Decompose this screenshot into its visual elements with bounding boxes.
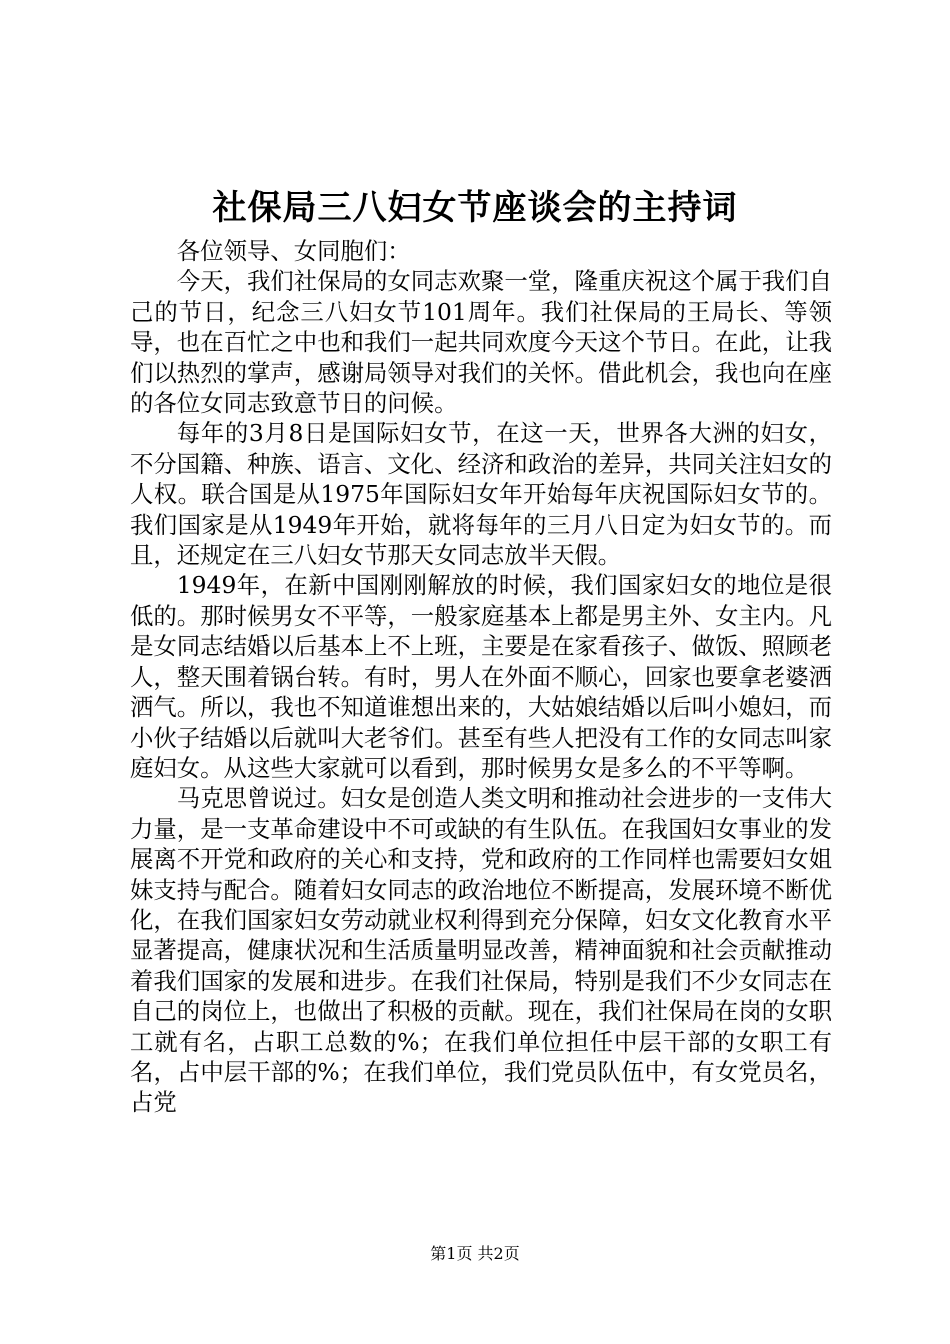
paragraph-2: 每年的3月8日是国际妇女节，在这一天，世界各大洲的妇女，不分国籍、种族、语言、文化、经济和政治的差异，共同关注妇女的人权。联合国是从1975年国际妇女年开始每年庆祝国际妇女节的。我们国家是从1949年开始，就将每年的三月八日定为妇女节的。而且，还规定在三八妇女节那天女同志放半天假。 [130,419,832,570]
greeting-line: 各位领导、女同胞们： [176,237,411,265]
page-number-footer: 第1页 共2页 [430,1244,520,1263]
document-title: 社保局三八妇女节座谈会的主持词 [212,188,738,228]
document-body [130,236,832,1118]
paragraph-1: 今天，我们社保局的女同志欢聚一堂，隆重庆祝这个属于我们自己的节日，纪念三八妇女节101周年。我们社保局的王局长、等领导，也在百忙之中也和我们一起共同欢度今天这个节日。在此，让我们以热烈的掌声，感谢局领导对我们的关怀。借此机会，我也向在座的各位女同志致意节日的问候。 [130,267,832,418]
paragraph-4: 马克思曾说过。妇女是创造人类文明和推动社会进步的一支伟大力量，是一支革命建设中不可或缺的有生队伍。在我国妇女事业的发展离不开党和政府的关心和支持，党和政府的工作同样也需要妇女姐妹支持与配合。随着妇女同志的政治地位不断提高，发展环境不断优化，在我们国家妇女劳动就业权利得到充分保障，妇女文化教育水平显著提高，健康状况和生活质量明显改善，精神面貌和社会贡献推动着我们国家的发展和进步。在我们社保局，特别是我们不少女同志在自己的岗位上，也做出了积极的贡献。现在，我们社保局在岗的女职工就有名，占职工总数的%；在我们单位担任中层干部的女职工有名，占中层干部的%；在我们单位，我们党员队伍中，有女党员名，占党 [130,784,832,1117]
paragraph-3: 1949年，在新中国刚刚解放的时候，我们国家妇女的地位是很低的。那时候男女不平等，一般家庭基本上都是男主外、女主内。凡是女同志结婚以后基本上不上班，主要是在家看孩子、做饭、照顾老人，整天围着锅台转。有时，男人在外面不顺心，回家也要拿老婆洒洒气。所以，我也不知道谁想出来的，大姑娘结婚以后叫小媳妇，而小伙子结婚以后就叫大老爷们。甚至有些人把没有工作的女同志叫家庭妇女。从这些大家就可以看到，那时候男女是多么的不平等啊。 [130,571,832,782]
